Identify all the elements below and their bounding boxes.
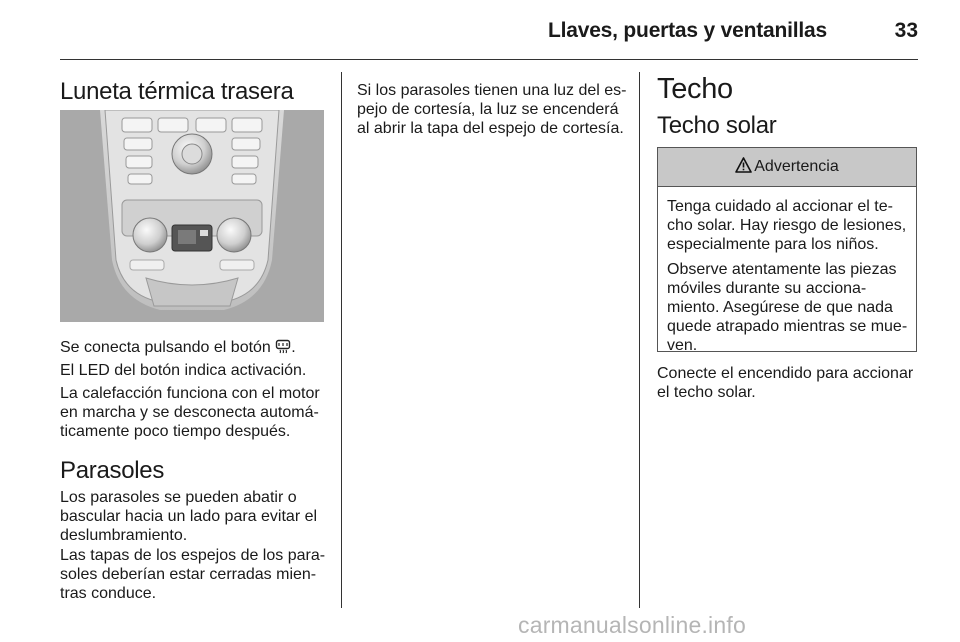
paragraph-activation-text: Se conecta pulsando el botón xyxy=(60,339,271,356)
column-divider-1 xyxy=(341,72,342,608)
header-rule xyxy=(60,59,918,60)
column-divider-2 xyxy=(639,72,640,608)
paragraph-mirror-covers: Las tapas de los espejos de los para- soles deberían estar cerradas mien- tras conduce. xyxy=(60,547,326,602)
paragraph-heating: La calefacción funciona con el motor en marcha y se desconecta automá- ticamente poco tiempo después. xyxy=(60,385,320,440)
paragraph-activation xyxy=(60,338,296,359)
section-heading-rear-window: Luneta térmica trasera xyxy=(60,78,294,105)
paragraph-led: El LED del botón indica activación. xyxy=(60,362,307,379)
section-heading-roof: Techo xyxy=(657,73,733,105)
warning-header xyxy=(658,148,916,187)
running-header-title: Llaves, puertas y ventanillas xyxy=(547,19,827,42)
warning-body xyxy=(658,187,916,355)
paragraph-vanity-light: Si los parasoles tienen una luz del es- pejo de cortesía, la luz se encenderá al abrir la tapa del espejo de cortesía. xyxy=(357,82,627,137)
subsection-heading-sunroof: Techo solar xyxy=(657,112,777,139)
warning-triangle-icon xyxy=(735,157,752,178)
paragraph-sunvisors: Los parasoles se pueden abatir o bascular hacia un lado para evitar el deslumbramiento. xyxy=(60,489,318,544)
warning-paragraph-moving-parts: Observe atentamente las piezas móviles durante su acciona- miento. Asegúrese de que nada quede atrapado mientras se mue- ven. xyxy=(667,261,908,354)
dashboard-center-console-photo xyxy=(60,110,324,322)
rear-defrost-icon xyxy=(275,339,291,359)
page-number: 33 xyxy=(894,19,918,42)
watermark: carmanualsonline.info xyxy=(518,612,746,638)
paragraph-activation-end: . xyxy=(291,339,296,356)
paragraph-ignition: Conecte el encendido para accionar el techo solar. xyxy=(657,365,914,401)
console-illustration xyxy=(60,110,324,322)
section-heading-sunvisors: Parasoles xyxy=(60,457,165,484)
warning-title: Advertencia xyxy=(754,158,839,175)
warning-box xyxy=(657,147,917,352)
warning-paragraph-caution: Tenga cuidado al accionar el te- cho solar. Hay riesgo de lesiones, especialmente para los niños. xyxy=(667,198,907,253)
